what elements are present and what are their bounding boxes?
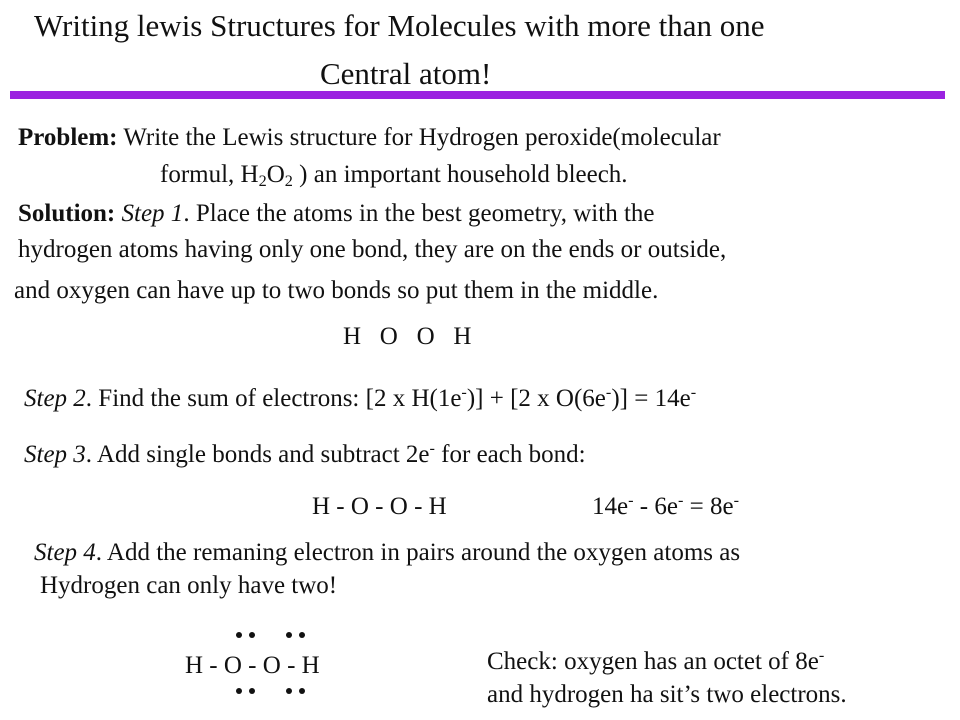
calc-text-3: = 8e: [683, 493, 734, 520]
step-2-text-1: . Find the sum of electrons: [2 x H(1e: [85, 385, 462, 412]
solution-label: Solution:: [18, 200, 116, 227]
step-1-label: Step 1: [115, 200, 184, 227]
check-line-1: [487, 647, 824, 677]
solution-line-3: and oxygen can have up to two bonds so put them in the middle.: [14, 277, 659, 304]
superscript-minus: -: [461, 383, 467, 402]
problem-text-2c: ) an important household bleech.: [292, 161, 628, 188]
problem-text-2b: O: [266, 161, 285, 188]
step-2-text-2: )] + [2 x O(6e: [466, 385, 606, 412]
subscript-2: 2: [258, 172, 267, 191]
problem-line-2: [160, 160, 628, 190]
superscript-minus: -: [818, 646, 825, 665]
problem-text-2a: formul, H: [160, 161, 259, 188]
solution-line-2: hydrogen atoms having only one bond, they are on the ends or outside,: [18, 236, 727, 263]
step-3-line: [24, 440, 586, 470]
subscript-2: 2: [284, 172, 293, 191]
step-4-line-2: Hydrogen can only have two!: [40, 572, 338, 599]
solution-text-1: . Place the atoms in the best geometry, with the: [183, 200, 655, 227]
title-divider: [10, 91, 945, 99]
step-3-text-2: for each bond:: [434, 441, 586, 468]
superscript-minus: -: [628, 491, 634, 510]
step-4-line-1: [34, 538, 740, 568]
step-2-text-3: )] = 14e: [611, 385, 691, 412]
superscript-minus: -: [733, 491, 739, 510]
step-4-text-1: . Add the remaning electron in pairs around the oxygen atoms as: [95, 539, 741, 566]
superscript-minus: -: [677, 491, 684, 510]
step-2-label: Step 2: [24, 385, 86, 412]
check-text-1: Check: oxygen has an octet of 8e: [487, 648, 819, 675]
atom-arrangement: H O O H: [343, 323, 472, 350]
problem-text-1: Write the Lewis structure for Hydrogen peroxide(molecular: [117, 124, 721, 151]
lone-pair-dots: [284, 630, 310, 640]
single-bond-structure: H - O - O - H: [312, 493, 447, 520]
lewis-structure: H - O - O - H: [185, 652, 320, 679]
problem-line-1: [18, 123, 721, 153]
superscript-minus: -: [429, 439, 435, 458]
step-3-text-1: . Add single bonds and subtract 2e: [85, 441, 430, 468]
calc-text-1: 14e: [592, 493, 629, 520]
lone-pair-dots: [284, 686, 310, 696]
calc-text-2: - 6e: [633, 493, 678, 520]
electron-calculation: [592, 492, 739, 522]
solution-line-1: [18, 199, 655, 229]
problem-label: Problem:: [18, 124, 118, 151]
step-3-label: Step 3: [24, 441, 86, 468]
title-line-2: Central atom!: [320, 56, 492, 91]
superscript-minus: -: [690, 383, 697, 402]
step-4-label: Step 4: [34, 539, 96, 566]
lone-pair-dots: [234, 630, 260, 640]
step-2-line: [24, 384, 696, 414]
check-line-2: and hydrogen ha sit’s two electrons.: [487, 681, 847, 708]
title-line-1: Writing lewis Structures for Molecules with more than one: [34, 8, 765, 43]
lone-pair-dots: [234, 686, 260, 696]
superscript-minus: -: [605, 383, 612, 402]
